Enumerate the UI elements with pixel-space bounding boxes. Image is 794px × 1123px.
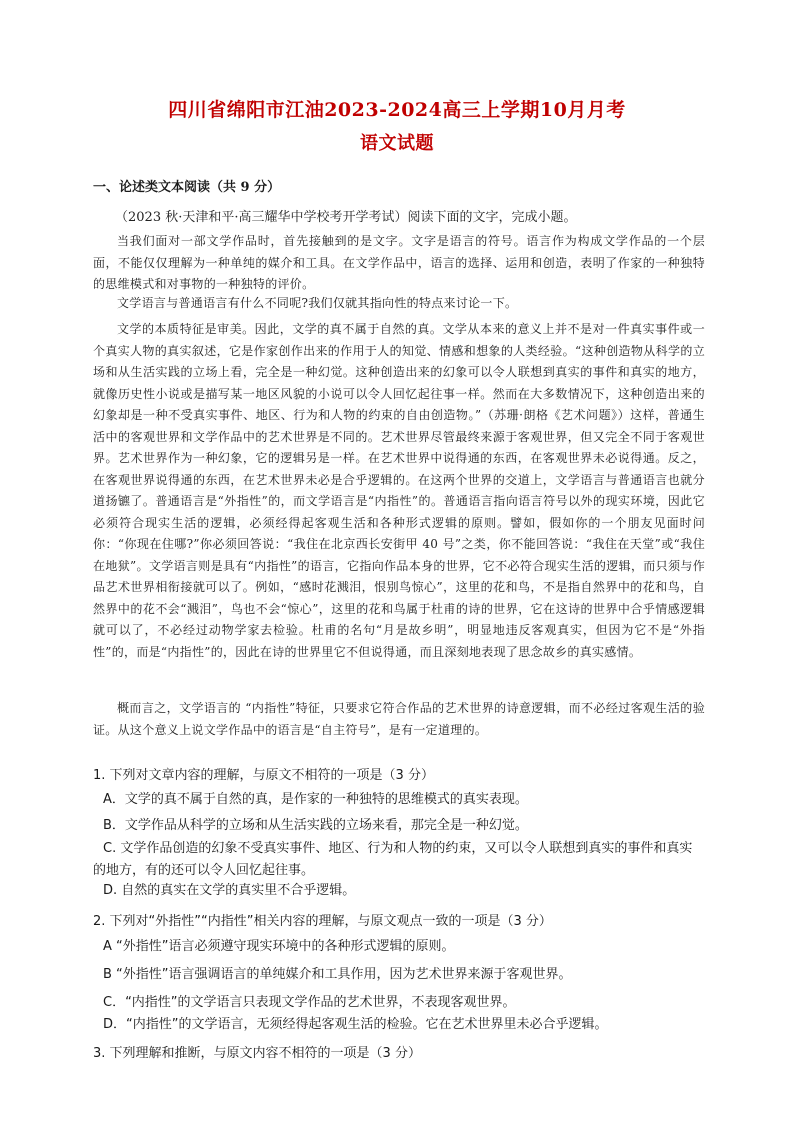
exam-title: 四川省绵阳市江油2023-2024高三上学期10月月考: [168, 99, 626, 121]
question-2-option-d: D．“内指性”的文学语言，无须经得起客观生活的检验。它在艺术世界里未必合乎逻辑。: [103, 1017, 608, 1032]
question-2-option-a: A “外指性”语言必须遵守现实环境中的各种形式逻辑的原则。: [103, 939, 455, 954]
question-1-option-d: D. 自然的真实在文学的真实里不合乎逻辑。: [103, 883, 356, 898]
passage-paragraph-1: 当我们面对一部文学作品时，首先接触到的是文字。文字是语言的符号。语言作为构成文学作品的一个层面，不能仅仅理解为一种单纯的媒介和工具。在文学作品中，语言的选择、运用和创造，表明了作家的一种独特的思维模式和对事物的一种独特的评价。: [93, 234, 705, 291]
question-1-stem: 1. 下列对文章内容的理解，与原文不相符的一项是（3 分）: [93, 768, 434, 783]
question-1-option-c: C. 文学作品创造的幻象不受真实事件、地区、行为和人物的约束，又可以令人联想到真实的事件和真实的地方，有的还可以令人回忆起往事。: [93, 841, 693, 878]
question-1-option-b: B．文学作品从科学的立场和从生活实践的立场来看，那完全是一种幻觉。: [103, 818, 528, 833]
passage-paragraph-4: 概而言之，文学语言的 “内指性”特征，只要求它符合作品的艺术世界的诗意逻辑，而不必经过客观生活的验证。从这个意义上说文学作品中的语言是“自主符号”，是有一定道理的。: [93, 701, 705, 737]
question-2-option-b: B “外指性”语言强调语言的单纯媒介和工具作用，因为艺术世界来源于客观世界。: [103, 967, 572, 982]
exam-subtitle: 语文试题: [360, 133, 434, 154]
question-2-stem: 2. 下列对“外指性”“内指性”相关内容的理解，与原文观点一致的一项是（3 分）: [93, 914, 552, 929]
question-1-option-a: A．文学的真不属于自然的真，是作家的一种独特的思维模式的真实表现。: [103, 792, 528, 807]
question-2-option-c: C．“内指性”的文学语言只表现文学作品的艺术世界，不表现客观世界。: [103, 995, 516, 1010]
passage-paragraph-3: 文学的本质特征是审美。因此，文学的真不属于自然的真。文学从本来的意义上并不是对一件真实事件或一个真实人物的真实叙述，它是作家创作出来的作用于人的知觉、情感和想象的人类经验。“这种创造物从科学的立场和从生活实践的立场上看，完全是一种幻觉。这种创造出来的幻象可以令人联想到真实的事件和真实的地方，就像历史性小说或是描写某一地区风貌的小说可以令人回忆起往事一样。然而在大多数情况下，这种创造出来的幻象却是一种不受真实事件、地区、行为和人物的约束的自由创造物。”（苏珊·朗格《艺术问题》）这样，普通生活中的客观世界和文学作品中的艺术世界是不同的。艺术世界尽管最终来源于客观世界，但又完全不同于客观世界。艺术世界作为一种幻象，它的逻辑另是一样。在艺术世界中说得通的东西，在客观世界未必说得通。反之，在客观世界说得通的东西，在艺术世界未必是合乎逻辑的。在这两个世界的交道上，文学语言与普通语言也就分道扬镳了。普通语言是“外指性”的，而文学语言是“内指性”的。普通语言指向语言符号以外的现实环境，因此它必须符合现实生活的逻辑，必须经得起客观生活和各种形式逻辑的原则。譬如，假如你的一个朋友见面时问你：“你现在住哪?”你必须回答说：“我住在北京西长安街甲 40 号”之类，你不能回答说：“我住在天堂”或“我住在地狱”。文学语言则是具有“内指性”的语言，它指向作品本身的世界，它不必符合现实生活的逻辑，而只须与作品艺术世界相衔接就可以了。例如，“感时花溅泪，恨别鸟惊心”，这里的花和鸟，不是指自然界中的花和鸟，自然界中的花不会“溅泪”，鸟也不会“惊心”，这里的花和鸟属于杜甫的诗的世界，它在这诗的世界中合乎情感逻辑就可以了，不必经过动物学家去检验。杜甫的名句“月是故乡明”，明显地违反客观真实，但因为它不是“外指性”的，而是“内指性”的，因此在诗的世界里它不但说得通，而且深刻地表现了思念故乡的真实感情。: [93, 322, 705, 659]
section-heading: 一、论述类文本阅读（共 9 分）: [93, 180, 281, 195]
question-3-stem: 3. 下列理解和推断，与原文内容不相符的一项是（3 分）: [93, 1046, 421, 1061]
source-line: （2023 秋·天津和平·高三耀华中学校考开学考试）阅读下面的文字，完成小题。: [115, 210, 577, 225]
passage-paragraph-2: 文学语言与普通语言有什么不同呢?我们仅就其指向性的特点来讨论一下。: [117, 296, 518, 310]
